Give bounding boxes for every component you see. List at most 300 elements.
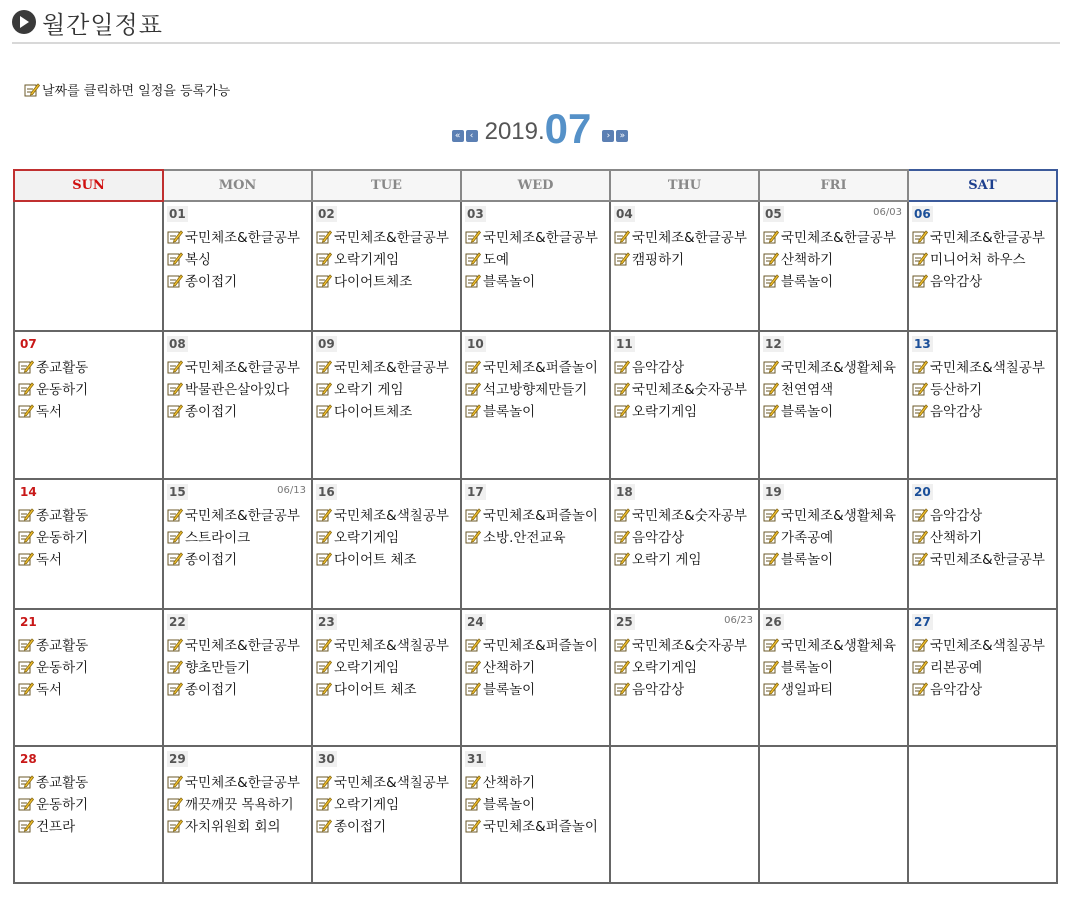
prev-month-button[interactable]: ‹ (466, 130, 478, 142)
event-label: 음악감상 (930, 682, 983, 698)
day-number[interactable]: 21 (20, 615, 37, 629)
day-header (18, 484, 159, 504)
day-header (167, 751, 308, 771)
calendar-day-cell[interactable] (312, 479, 461, 609)
day-number[interactable]: 13 (914, 337, 931, 351)
pencil-note-icon (465, 530, 481, 544)
schedule-event[interactable] (763, 551, 904, 570)
schedule-event[interactable] (167, 251, 308, 270)
calendar-day-cell[interactable] (610, 201, 759, 331)
calendar-day-cell[interactable] (759, 201, 908, 331)
schedule-event[interactable] (614, 507, 755, 526)
day-header (614, 614, 755, 634)
schedule-event[interactable] (614, 529, 755, 548)
schedule-event[interactable] (912, 229, 1053, 248)
day-header (316, 751, 457, 771)
calendar-day-cell[interactable] (461, 479, 610, 609)
pencil-note-icon (18, 819, 34, 833)
schedule-event[interactable] (763, 273, 904, 292)
calendar-day-cell[interactable] (14, 746, 163, 883)
weekday-header-tue: TUE (312, 170, 461, 201)
day-header (912, 484, 1053, 504)
calendar-day-cell[interactable] (163, 746, 312, 883)
day-header (614, 206, 755, 226)
event-label: 국민체조&생활체육 (781, 360, 896, 376)
schedule-event[interactable] (614, 381, 755, 400)
schedule-event[interactable] (465, 381, 606, 400)
schedule-event[interactable] (316, 507, 457, 526)
current-month: 07 (544, 105, 592, 152)
schedule-event[interactable] (912, 403, 1053, 422)
day-header (167, 484, 308, 504)
pencil-note-icon (912, 274, 928, 288)
day-header (763, 484, 904, 504)
pencil-note-icon (316, 404, 332, 418)
schedule-event[interactable] (167, 507, 308, 526)
schedule-event[interactable] (614, 229, 755, 248)
schedule-event[interactable] (763, 403, 904, 422)
schedule-event[interactable] (167, 551, 308, 570)
calendar-day-cell[interactable] (908, 609, 1057, 746)
day-number[interactable]: 23 (318, 615, 335, 629)
schedule-event[interactable] (18, 774, 159, 793)
weekday-header-fri: FRI (759, 170, 908, 201)
pencil-note-icon (614, 638, 630, 652)
event-label: 도예 (483, 252, 510, 268)
next-month-button[interactable]: › (602, 130, 614, 142)
schedule-event[interactable] (316, 381, 457, 400)
day-number[interactable]: 10 (467, 337, 484, 351)
pencil-note-icon (316, 252, 332, 266)
weekday-header-sat: SAT (908, 170, 1057, 201)
pencil-note-icon (316, 552, 332, 566)
schedule-event[interactable] (167, 403, 308, 422)
schedule-event[interactable] (465, 774, 606, 793)
event-label: 다이어트 체조 (334, 552, 417, 568)
weekday-header-row (14, 170, 1057, 201)
schedule-event[interactable] (465, 796, 606, 815)
day-header (763, 206, 904, 226)
pencil-note-icon (614, 530, 630, 544)
day-header (763, 614, 904, 634)
schedule-event[interactable] (18, 507, 159, 526)
calendar-day-cell[interactable] (312, 331, 461, 479)
pencil-note-icon (465, 508, 481, 522)
schedule-event[interactable] (912, 507, 1053, 526)
calendar-day-cell[interactable] (461, 609, 610, 746)
pencil-note-icon (167, 382, 183, 396)
pencil-note-icon (912, 682, 928, 696)
event-label: 오락기게임 (334, 530, 400, 546)
day-header (614, 484, 755, 504)
schedule-event[interactable] (614, 359, 755, 378)
pencil-note-icon (912, 252, 928, 266)
schedule-event[interactable] (316, 251, 457, 270)
day-number[interactable]: 22 (169, 615, 186, 629)
day-header (316, 484, 457, 504)
day-number[interactable]: 19 (765, 485, 782, 499)
schedule-event[interactable] (316, 818, 457, 837)
pencil-note-icon (465, 638, 481, 652)
calendar-day-cell[interactable] (163, 331, 312, 479)
pencil-note-icon (167, 638, 183, 652)
calendar-day-cell[interactable] (759, 331, 908, 479)
day-number[interactable]: 26 (765, 615, 782, 629)
event-label: 블록놀이 (483, 274, 536, 290)
calendar-day-cell[interactable] (312, 746, 461, 883)
schedule-event[interactable] (614, 403, 755, 422)
calendar-day-cell[interactable] (461, 331, 610, 479)
schedule-event[interactable] (167, 359, 308, 378)
schedule-event[interactable] (316, 659, 457, 678)
schedule-event[interactable] (167, 381, 308, 400)
event-label: 산책하기 (483, 660, 536, 676)
pencil-note-icon (167, 797, 183, 811)
calendar-day-cell[interactable] (14, 479, 163, 609)
pencil-note-icon (167, 660, 183, 674)
pencil-note-icon (316, 797, 332, 811)
schedule-event[interactable] (912, 251, 1053, 270)
lunar-date: 06/23 (724, 615, 753, 626)
day-header (316, 206, 457, 226)
event-label: 오락기게임 (334, 660, 400, 676)
calendar-week-row (14, 609, 1057, 746)
schedule-event[interactable] (316, 229, 457, 248)
pencil-note-icon (465, 360, 481, 374)
calendar-day-cell[interactable] (461, 746, 610, 883)
event-label: 국민체조&한글공부 (185, 230, 300, 246)
current-year: 2019. (484, 118, 545, 145)
day-number[interactable]: 28 (20, 752, 37, 766)
event-label: 국민체조&한글공부 (185, 508, 300, 524)
pencil-note-icon (763, 382, 779, 396)
day-header (167, 206, 308, 226)
event-label: 블록놀이 (483, 404, 536, 420)
schedule-event[interactable] (912, 359, 1053, 378)
schedule-event[interactable] (316, 359, 457, 378)
pencil-note-icon (614, 230, 630, 244)
pencil-note-icon (18, 382, 34, 396)
schedule-event[interactable] (912, 381, 1053, 400)
pencil-note-icon (465, 274, 481, 288)
schedule-event[interactable] (465, 637, 606, 656)
schedule-event[interactable] (614, 681, 755, 700)
schedule-event[interactable] (18, 796, 159, 815)
schedule-event[interactable] (614, 637, 755, 656)
schedule-event[interactable] (614, 251, 755, 270)
event-label: 산책하기 (930, 530, 983, 546)
event-label: 음악감상 (632, 360, 685, 376)
event-label: 운동하기 (36, 660, 89, 676)
event-label: 국민체조&숫자공부 (632, 638, 747, 654)
event-label: 다이어트 체조 (334, 682, 417, 698)
schedule-event[interactable] (614, 659, 755, 678)
schedule-event[interactable] (763, 529, 904, 548)
empty-day-cell (759, 746, 908, 883)
day-number[interactable]: 09 (318, 337, 335, 351)
pencil-note-icon (614, 382, 630, 396)
pencil-note-icon (316, 682, 332, 696)
schedule-event[interactable] (465, 251, 606, 270)
day-header (316, 614, 457, 634)
calendar-week-row (14, 331, 1057, 479)
calendar-day-cell[interactable] (610, 331, 759, 479)
calendar-day-cell[interactable] (163, 201, 312, 331)
event-label: 국민체조&한글공부 (334, 230, 449, 246)
pencil-note-icon (18, 660, 34, 674)
calendar-day-cell[interactable] (14, 609, 163, 746)
day-number[interactable]: 07 (20, 337, 37, 351)
day-header (912, 336, 1053, 356)
schedule-event[interactable] (316, 403, 457, 422)
empty-day-cell (610, 746, 759, 883)
pencil-note-icon (316, 638, 332, 652)
schedule-event[interactable] (167, 774, 308, 793)
pencil-note-icon (316, 530, 332, 544)
day-header (912, 614, 1053, 634)
calendar-day-cell[interactable] (163, 609, 312, 746)
event-label: 국민체조&한글공부 (930, 230, 1045, 246)
event-label: 오락기게임 (632, 660, 698, 676)
day-header (18, 751, 159, 771)
event-label: 석고방향제만들기 (483, 382, 588, 398)
pencil-note-icon (18, 797, 34, 811)
day-header (18, 336, 159, 356)
day-number[interactable]: 20 (914, 485, 931, 499)
hint-message (24, 80, 230, 99)
event-label: 블록놀이 (781, 404, 834, 420)
schedule-event[interactable] (912, 659, 1053, 678)
event-label: 국민체조&한글공부 (483, 230, 598, 246)
schedule-event[interactable] (167, 273, 308, 292)
event-label: 소방.안전교육 (483, 530, 566, 546)
pencil-note-icon (763, 660, 779, 674)
pencil-note-icon (614, 252, 630, 266)
schedule-event[interactable] (18, 681, 159, 700)
pencil-note-icon (18, 360, 34, 374)
schedule-event[interactable] (316, 796, 457, 815)
pencil-note-icon (614, 404, 630, 418)
schedule-event[interactable] (167, 796, 308, 815)
event-label: 등산하기 (930, 382, 983, 398)
event-label: 천연염색 (781, 382, 834, 398)
day-header (465, 484, 606, 504)
pencil-note-icon (614, 360, 630, 374)
schedule-event[interactable] (316, 551, 457, 570)
event-label: 운동하기 (36, 797, 89, 813)
pencil-note-icon (167, 252, 183, 266)
day-number[interactable]: 08 (169, 337, 186, 351)
calendar-day-cell[interactable] (163, 479, 312, 609)
calendar-day-cell[interactable] (610, 609, 759, 746)
calendar-day-cell[interactable] (759, 609, 908, 746)
pencil-note-icon (18, 508, 34, 522)
event-label: 국민체조&색칠공부 (334, 638, 449, 654)
schedule-event[interactable] (18, 403, 159, 422)
pencil-note-icon (167, 552, 183, 566)
pencil-note-icon (18, 530, 34, 544)
schedule-event[interactable] (763, 681, 904, 700)
schedule-event[interactable] (912, 529, 1053, 548)
pencil-note-icon (316, 775, 332, 789)
pencil-note-icon (18, 638, 34, 652)
calendar-day-cell[interactable] (312, 201, 461, 331)
schedule-event[interactable] (912, 637, 1053, 656)
schedule-event[interactable] (18, 381, 159, 400)
event-label: 음악감상 (632, 530, 685, 546)
schedule-event[interactable] (763, 659, 904, 678)
next-year-button[interactable]: » (616, 130, 628, 142)
pencil-note-icon (167, 682, 183, 696)
calendar-week-row (14, 479, 1057, 609)
event-label: 종이접기 (185, 274, 238, 290)
pencil-note-icon (614, 552, 630, 566)
schedule-event[interactable] (18, 659, 159, 678)
calendar-day-cell[interactable] (461, 201, 610, 331)
calendar-day-cell[interactable] (312, 609, 461, 746)
pencil-note-icon (465, 382, 481, 396)
schedule-event[interactable] (465, 507, 606, 526)
schedule-event[interactable] (465, 659, 606, 678)
schedule-event[interactable] (316, 774, 457, 793)
event-label: 생일파티 (781, 682, 834, 698)
prev-year-button[interactable]: « (452, 130, 464, 142)
pencil-note-icon (912, 230, 928, 244)
schedule-event[interactable] (316, 637, 457, 656)
calendar-day-cell[interactable] (610, 479, 759, 609)
day-number[interactable]: 05 (765, 207, 782, 221)
event-label: 국민체조&생활체육 (781, 638, 896, 654)
pencil-note-icon (316, 660, 332, 674)
schedule-event[interactable] (614, 551, 755, 570)
day-number[interactable]: 18 (616, 485, 633, 499)
day-header (167, 614, 308, 634)
schedule-event[interactable] (763, 359, 904, 378)
event-label: 국민체조&숫자공부 (632, 508, 747, 524)
schedule-event[interactable] (167, 637, 308, 656)
schedule-event[interactable] (465, 818, 606, 837)
event-label: 국민체조&퍼즐놀이 (483, 638, 598, 654)
schedule-event[interactable] (763, 381, 904, 400)
schedule-event[interactable] (18, 637, 159, 656)
day-header (167, 336, 308, 356)
schedule-event[interactable] (465, 273, 606, 292)
schedule-event[interactable] (465, 229, 606, 248)
event-label: 음악감상 (930, 404, 983, 420)
day-number[interactable]: 16 (318, 485, 335, 499)
calendar-day-cell[interactable] (14, 331, 163, 479)
schedule-event[interactable] (167, 659, 308, 678)
month-navigator (0, 104, 1080, 150)
schedule-event[interactable] (465, 359, 606, 378)
pencil-note-icon (465, 775, 481, 789)
pencil-note-icon (465, 819, 481, 833)
pencil-note-icon (912, 530, 928, 544)
schedule-event[interactable] (167, 229, 308, 248)
event-label: 스트라이크 (185, 530, 251, 546)
event-label: 박물관은살아있다 (185, 382, 290, 398)
schedule-event[interactable] (316, 681, 457, 700)
day-number[interactable]: 25 (616, 615, 633, 629)
day-number[interactable]: 02 (318, 207, 335, 221)
schedule-event[interactable] (912, 551, 1053, 570)
event-label: 다이어트체조 (334, 274, 413, 290)
pencil-note-icon (167, 274, 183, 288)
schedule-event[interactable] (465, 403, 606, 422)
day-number[interactable]: 12 (765, 337, 782, 351)
calendar-week-row (14, 746, 1057, 883)
day-number[interactable]: 31 (467, 752, 484, 766)
pencil-note-icon (167, 360, 183, 374)
day-number[interactable]: 03 (467, 207, 484, 221)
pencil-note-icon (912, 382, 928, 396)
event-label: 블록놀이 (483, 682, 536, 698)
day-number[interactable]: 27 (914, 615, 931, 629)
schedule-event[interactable] (763, 507, 904, 526)
schedule-event[interactable] (167, 529, 308, 548)
event-label: 가족공예 (781, 530, 834, 546)
schedule-event[interactable] (18, 818, 159, 837)
day-number[interactable]: 04 (616, 207, 633, 221)
day-header (614, 336, 755, 356)
day-number[interactable]: 15 (169, 485, 186, 499)
day-number[interactable]: 01 (169, 207, 186, 221)
schedule-event[interactable] (167, 681, 308, 700)
event-label: 음악감상 (632, 682, 685, 698)
weekday-header-sun: SUN (14, 170, 163, 201)
schedule-event[interactable] (465, 529, 606, 548)
schedule-event[interactable] (912, 681, 1053, 700)
schedule-event[interactable] (763, 637, 904, 656)
day-number[interactable]: 14 (20, 485, 37, 499)
schedule-event[interactable] (465, 681, 606, 700)
event-label: 국민체조&색칠공부 (334, 775, 449, 791)
schedule-event[interactable] (167, 818, 308, 837)
calendar-day-cell[interactable] (759, 479, 908, 609)
event-label: 오락기게임 (334, 797, 400, 813)
schedule-event[interactable] (912, 273, 1053, 292)
day-number[interactable]: 11 (616, 337, 633, 351)
event-label: 종이접기 (185, 682, 238, 698)
pencil-note-icon (763, 252, 779, 266)
schedule-event[interactable] (763, 229, 904, 248)
schedule-event[interactable] (18, 359, 159, 378)
day-number[interactable]: 17 (467, 485, 484, 499)
schedule-event[interactable] (18, 529, 159, 548)
play-circle-icon (12, 10, 36, 34)
pencil-note-icon (614, 508, 630, 522)
schedule-event[interactable] (316, 273, 457, 292)
pencil-note-icon (316, 360, 332, 374)
event-label: 블록놀이 (781, 274, 834, 290)
day-number[interactable]: 30 (318, 752, 335, 766)
pencil-note-icon (763, 638, 779, 652)
day-number[interactable]: 24 (467, 615, 484, 629)
calendar-day-cell[interactable] (908, 331, 1057, 479)
day-number[interactable]: 06 (914, 207, 931, 221)
weekday-header-thu: THU (610, 170, 759, 201)
event-label: 국민체조&퍼즐놀이 (483, 508, 598, 524)
schedule-event[interactable] (763, 251, 904, 270)
event-label: 깨끗깨끗 목욕하기 (185, 797, 294, 813)
pencil-note-icon (24, 83, 40, 97)
calendar-day-cell[interactable] (908, 479, 1057, 609)
pencil-note-icon (18, 682, 34, 696)
calendar-day-cell[interactable] (908, 201, 1057, 331)
day-number[interactable]: 29 (169, 752, 186, 766)
schedule-event[interactable] (18, 551, 159, 570)
schedule-event[interactable] (316, 529, 457, 548)
